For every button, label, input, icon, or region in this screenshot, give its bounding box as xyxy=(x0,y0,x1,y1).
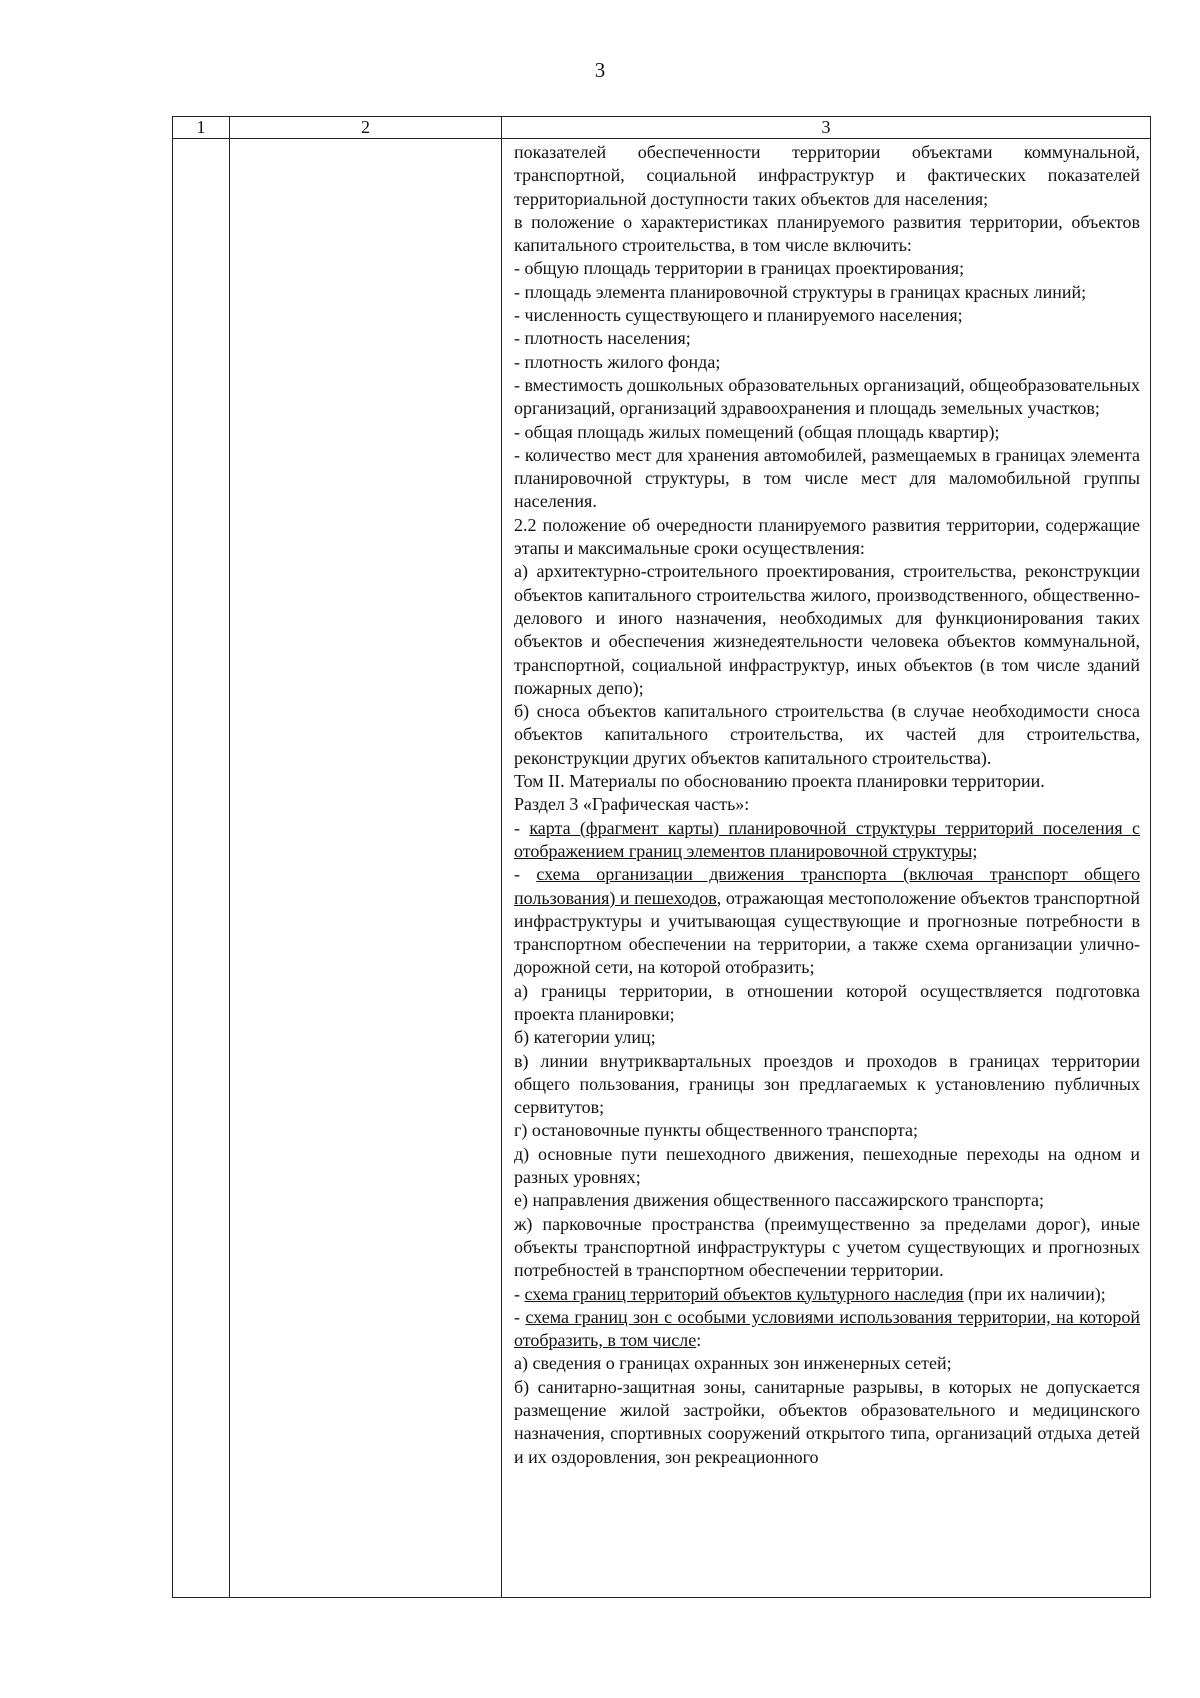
underlined-text: карта (фрагмент карты) планировочной структуры территорий поселения с отображением границ элементов планировочной структуры; xyxy=(514,817,1140,861)
paragraph-suffix: (при их наличии); xyxy=(963,1283,1106,1304)
paragraph-prefix: - xyxy=(514,864,537,885)
paragraph: - численность существующего и планируемого населения; xyxy=(514,305,963,326)
paragraph xyxy=(514,1283,1140,1306)
paragraph-suffix: , отражающая местоположение объектов транспортной инфраструктуры и учитывающая существующие и прогнозные потребности в транспортном обеспечении на территории, а также схема организации улично-дорожной сети, на которой отобразить; xyxy=(514,887,1141,978)
paragraph: а) границы территории, в отношении которой осуществляется подготовка проекта планировки; xyxy=(514,980,1140,1024)
table-header-row xyxy=(173,117,1151,139)
paragraph: показателей обеспеченности территории объектами коммунальной, транспортной, социальной инфраструктур и фактических показателей территориальной доступности таких объектов для населения; xyxy=(514,142,1140,209)
paragraph: - общую площадь территории в границах проектирования; xyxy=(514,258,965,279)
paragraph: в положение о характеристиках планируемого развития территории, объектов капитального строительства, в том числе включить: xyxy=(514,211,1140,256)
paragraph: д) основные пути пешеходного движения, пешеходные переходы на одном и разных уровнях; xyxy=(514,1143,1140,1188)
paragraph: - количество мест для хранения автомобилей, размещаемых в границах элемента планировочной структуры, в том числе мест для маломобильной группы населения. xyxy=(514,444,1140,512)
paragraph: Раздел 3 «Графическая часть»: xyxy=(514,794,750,815)
paragraph: г) остановочные пункты общественного транспорта; xyxy=(514,1120,918,1141)
paragraph-prefix: - xyxy=(514,1283,525,1304)
cell-col3-content xyxy=(502,139,1150,1469)
paragraph xyxy=(514,1306,1140,1353)
paragraph: - вместимость дошкольных образовательных организаций, общеобразовательных организаций, организаций здравоохранения и площадь земельных участков; xyxy=(514,374,1141,419)
underlined-text: схема границ зон с особыми условиями использования территории, на которой отобразить, в том числе xyxy=(514,1306,1140,1351)
paragraph: - общая площадь жилых помещений (общая площадь квартир); xyxy=(514,421,1000,442)
paragraph: б) санитарно-защитная зоны, санитарные разрывы, в которых не допускается размещение жилой застройки, объектов образовательного и медицинского назначения, спортивных сооружений открытого типа, организаций отдыха детей и их оздоровления, зон рекреационного xyxy=(514,1376,1140,1467)
document-table xyxy=(172,116,1151,1598)
paragraph xyxy=(514,817,1140,864)
paragraph: 2.2 положение об очередности планируемого развития территории, содержащие этапы и максимальные сроки осуществления: xyxy=(514,514,1140,559)
paragraph: - плотность населения; xyxy=(514,328,691,349)
page-number: 3 xyxy=(594,58,606,82)
cell-col1 xyxy=(173,139,230,1598)
table-row xyxy=(173,139,1151,1598)
paragraph: а) сведения о границах охранных зон инженерных сетей; xyxy=(514,1353,952,1374)
paragraph-prefix: - xyxy=(514,1306,526,1327)
paragraph: а) архитектурно-строительного проектирования, строительства, реконструкции объектов капитального строительства жилого, производственного, общественно-делового и иного назначения, необходимых для функционирования таких объектов и обеспечения жизнедеятельности человека объектов коммунальной, транспортной, социальной инфраструктур, иных объектов (в том числе зданий пожарных депо); xyxy=(514,561,1140,698)
column-header-1: 1 xyxy=(173,117,230,139)
paragraph: е) направления движения общественного пассажирского транспорта; xyxy=(514,1190,1044,1211)
cell-col3 xyxy=(502,139,1151,1598)
paragraph: б) категории улиц; xyxy=(514,1027,656,1048)
paragraph xyxy=(514,863,1140,979)
paragraph: - плотность жилого фонда; xyxy=(514,351,721,372)
paragraph: в) линии внутриквартальных проездов и проходов в границах территории общего пользования, границы зон предлагаемых к установлению публичных сервитутов; xyxy=(514,1050,1140,1118)
paragraph: ж) парковочные пространства (преимущественно за пределами дорог), иные объекты транспортной инфраструктуры с учетом существующих и прогнозных потребностей в транспортном обеспечении территории. xyxy=(514,1213,1140,1281)
column-header-3: 3 xyxy=(502,117,1151,139)
underlined-text: схема границ территорий объектов культурного наследия xyxy=(524,1283,964,1304)
cell-col2 xyxy=(230,139,502,1598)
paragraph-prefix: - xyxy=(514,817,530,838)
underlined-text: схема организации движения транспорта (включая транспорт общего пользования) и пешеходов xyxy=(514,864,1140,908)
paragraph-suffix: : xyxy=(696,1330,702,1351)
column-header-2: 2 xyxy=(230,117,502,139)
paragraph: б) сноса объектов капитального строительства (в случае необходимости сноса объектов капитального строительства, их частей для строительства, реконструкции других объектов капитального строительства). xyxy=(514,701,1140,768)
paragraph: - площадь элемента планировочной структуры в границах красных линий; xyxy=(514,281,1087,302)
paragraph: Том II. Материалы по обоснованию проекта планировки территории. xyxy=(514,771,1045,792)
